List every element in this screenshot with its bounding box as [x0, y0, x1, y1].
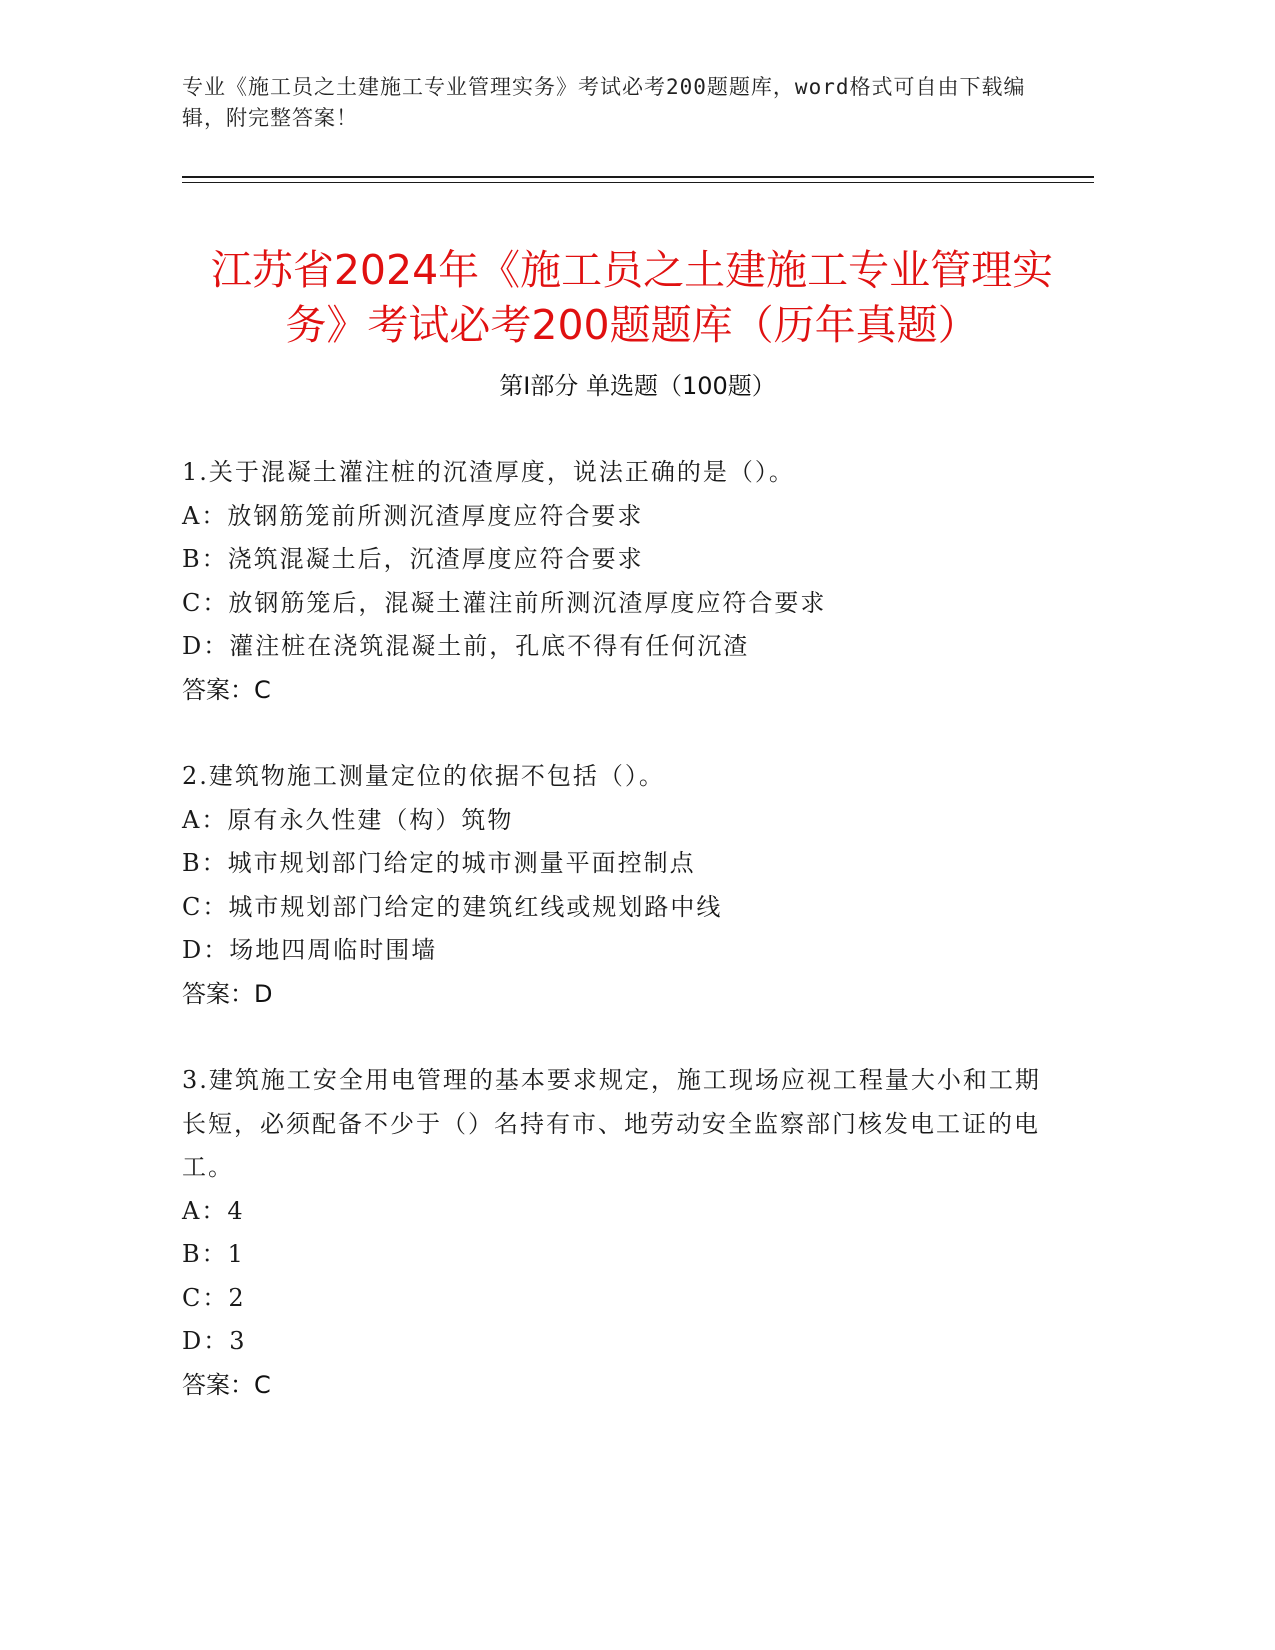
option-a: A：放钢筋笼前所测沉渣厚度应符合要求: [182, 501, 644, 530]
question-stem: 1.关于混凝土灌注桩的沉渣厚度，说法正确的是（）。: [182, 458, 795, 486]
header-divider-thin: [182, 182, 1094, 183]
answer: 答案：D: [182, 979, 273, 1008]
question-stem: 2.建筑物施工测量定位的依据不包括（）。: [182, 762, 665, 790]
question-1: [182, 451, 1062, 712]
answer: 答案：C: [182, 1370, 271, 1399]
option-c: C：城市规划部门给定的建筑红线或规划路中线: [182, 892, 723, 921]
option-c: C：放钢筋笼后，混凝土灌注前所测沉渣厚度应符合要求: [182, 588, 827, 617]
question-2: [182, 755, 1062, 1016]
option-c: C：2: [182, 1283, 246, 1312]
question-stem: 3.建筑施工安全用电管理的基本要求规定，施工现场应视工程量大小和工期长短，必须配备不少于（）名持有市、地劳动安全监察部门核发电工证的电工。: [182, 1066, 1041, 1181]
option-b: B：城市规划部门给定的城市测量平面控制点: [182, 849, 696, 877]
header-divider-thick: [182, 176, 1094, 178]
option-d: D：灌注桩在浇筑混凝土前，孔底不得有任何沉渣: [182, 632, 750, 660]
option-b: B：1: [182, 1240, 245, 1268]
option-d: D：3: [182, 1327, 247, 1355]
section-title: 第I部分 单选题（100题）: [499, 372, 776, 400]
option-d: D：场地四周临时围墙: [182, 936, 438, 964]
answer: 答案：C: [182, 675, 271, 704]
option-b: B：浇筑混凝土后，沉渣厚度应符合要求: [182, 545, 644, 573]
question-list: [182, 451, 1062, 1450]
question-3: [182, 1059, 1062, 1407]
option-a: A：4: [182, 1196, 245, 1225]
option-a: A：原有永久性建（构）筑物: [182, 805, 514, 834]
header-note: 专业《施工员之土建施工专业管理实务》考试必考200题题库，word格式可自由下载编辑，附完整答案！: [182, 75, 1026, 130]
document-title: 江苏省2024年《施工员之土建施工专业管理实务》考试必考200题题库（历年真题）: [210, 246, 1054, 350]
